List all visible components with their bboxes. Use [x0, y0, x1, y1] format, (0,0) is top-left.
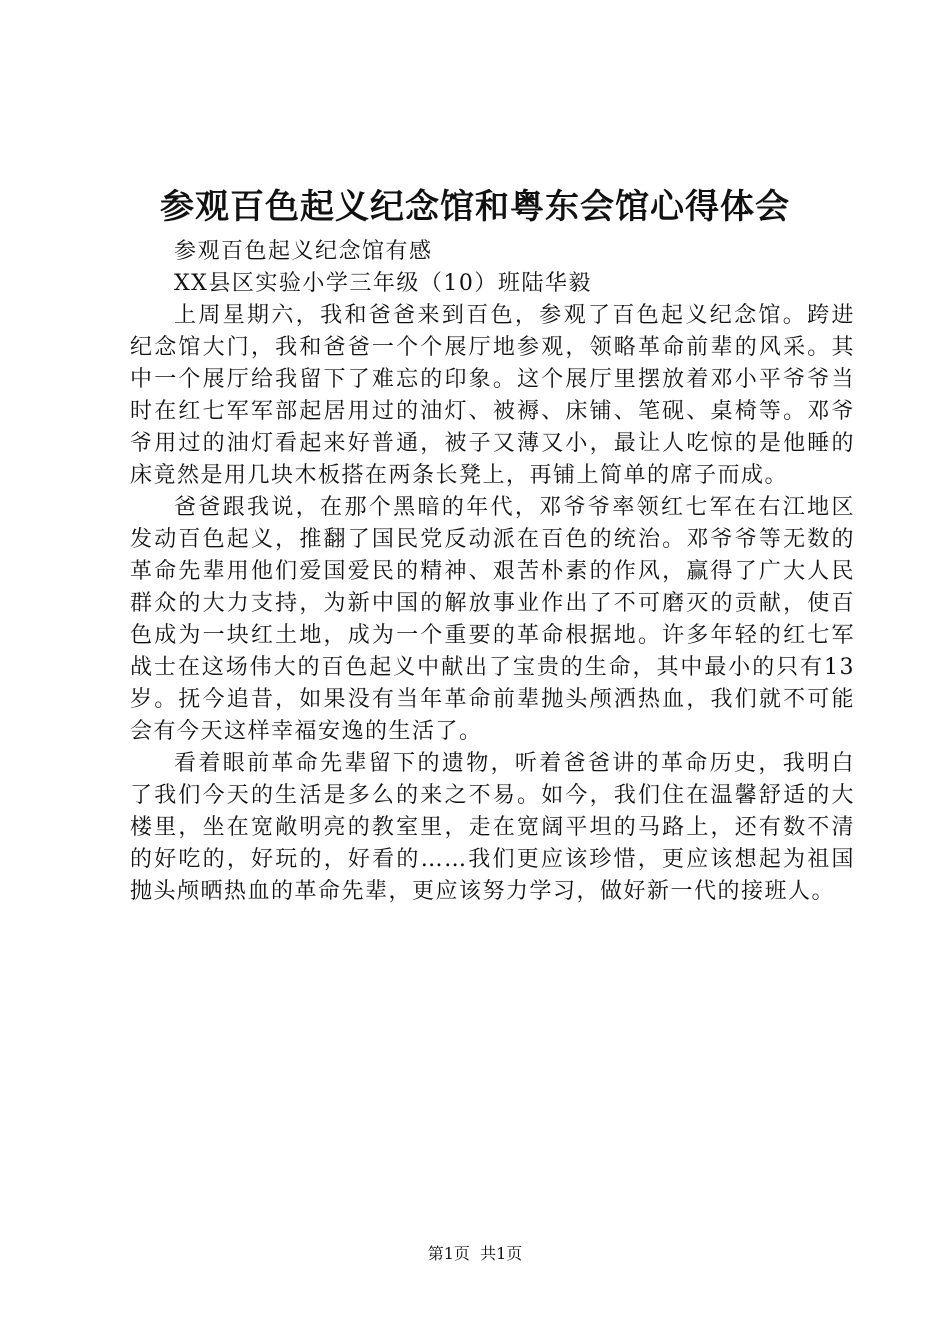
document-title: 参观百色起义纪念馆和粤东会馆心得体会 [160, 187, 790, 227]
page-total: 共1页 [480, 1244, 523, 1263]
page-number: 第1页 [427, 1244, 470, 1263]
document-body [130, 236, 855, 908]
paragraph-2: 爸爸跟我说，在那个黑暗的年代，邓爷爷率领红七军在右江地区发动百色起义，推翻了国民党反动派在百色的统治。邓爷爷等无数的革命先辈用他们爱国爱民的精神、艰苦朴素的作风，赢得了广大人民群众的大力支持，为新中国的解放事业作出了不可磨灭的贡献，使百色成为一块红土地，成为一个重要的革命根据地。许多年轻的红七军战士在这场伟大的百色起义中献出了宝贵的生命，其中最小的只有13岁。抚今追昔，如果没有当年革命前辈抛头颅洒热血，我们就不可能会有今天这样幸福安逸的生活了。 [130, 495, 855, 744]
byline: XX县区实验小学三年级（10）班陆华毅 [174, 271, 592, 296]
subtitle: 参观百色起义纪念馆有感 [174, 239, 433, 264]
footer-separator [470, 1244, 480, 1263]
paragraph-1: 上周星期六，我和爸爸来到百色，参观了百色起义纪念馆。跨进纪念馆大门，我和爸爸一个个展厅地参观，领略革命前辈的风采。其中一个展厅给我留下了难忘的印象。这个展厅里摆放着邓小平爷爷当时在红七军军部起居用过的油灯、被褥、床铺、笔砚、桌椅等。邓爷爷用过的油灯看起来好普通，被子又薄又小，最让人吃惊的是他睡的床竟然是用几块木板搭在两条长凳上，再铺上简单的席子而成。 [130, 303, 855, 488]
page-footer [0, 1243, 950, 1265]
paragraph-3: 看着眼前革命先辈留下的遗物，听着爸爸讲的革命历史，我明白了我们今天的生活是多么的来之不易。如今，我们住在温馨舒适的大楼里，坐在宽敞明亮的教室里，走在宽阔平坦的马路上，还有数不清的好吃的，好玩的，好看的……我们更应该珍惜，更应该想起为祖国抛头颅晒热血的革命先辈，更应该努力学习，做好新一代的接班人。 [130, 751, 855, 904]
